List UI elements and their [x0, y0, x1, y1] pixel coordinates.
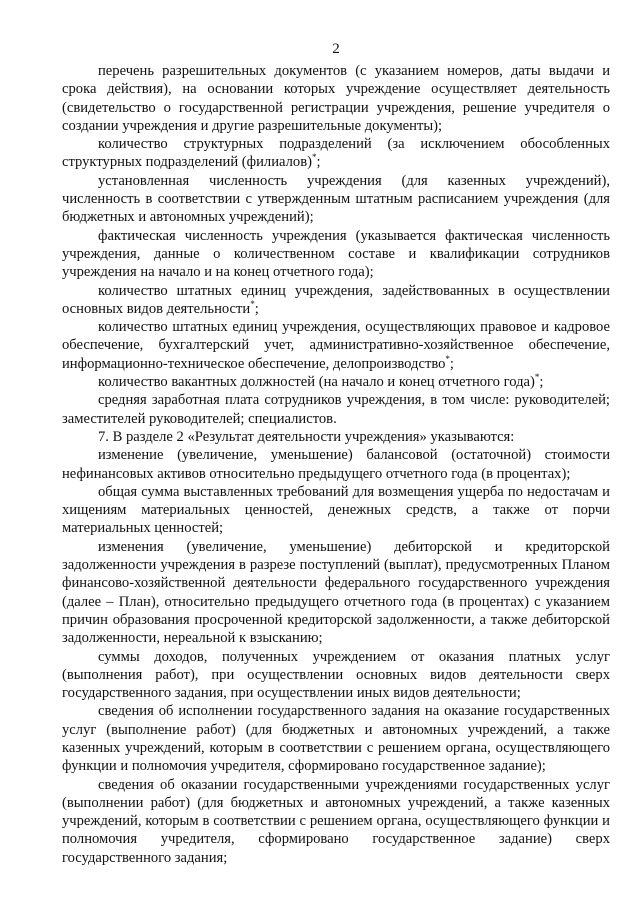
paragraph-established-staff: установленная численность учреждения (для казенных учреждений), численность в соответствии с утвержденным штатным расписанием учреждения (для бюджетных и автономных учреждений);: [62, 172, 610, 226]
footnote-asterisk: *: [534, 372, 540, 383]
paragraph-paid-services-income: суммы доходов, полученных учреждением от оказания платных услуг (выполнения работ), при осуществлении основных видов деятельности сверх государственного задания, при осуществлении иных видов деятельности;: [62, 648, 610, 702]
paragraph-damage-claims: общая сумма выставленных требований для возмещения ущерба по недостачам и хищениям материальных ценностей, денежных средств, а также от порчи материальных ценностей;: [62, 483, 610, 537]
paragraph-support-staff-units: количество штатных единиц учреждения, осуществляющих правовое и кадровое обеспечение, бухгалтерский учет, административно-хозяйственное обеспечение, информационно-техническое обеспечение, делопроизводство*;: [62, 319, 610, 372]
paragraph-nonfinancial-assets: изменение (увеличение, уменьшение) балансовой (остаточной) стоимости нефинансовых активов относительно предыдущего отчетного года (в процентах);: [62, 447, 610, 482]
footnote-asterisk: *: [311, 152, 317, 163]
paragraph-services-over-task: сведения об оказании государственными учреждениями государственных услуг (выполнении работ) (для бюджетных и автономных учреждений, а также казенных учреждений, которым в соответствии с решением органа, осуществляющего функции и полномочия учредителя, сформировано государственное задание) сверх государственного задания;: [62, 776, 610, 866]
paragraph-core-staff-units: количество штатных единиц учреждения, задействованных в осуществлении основных видов деятельности*;: [62, 282, 610, 317]
paragraph-state-task-execution: сведения об исполнении государственного задания на оказание государственных услуг (выполнение работ) (для бюджетных и автономных учреждений, а также казенных учреждений, которым в соответствии с решением органа, осуществляющего функции и полномочия учредителя, сформировано государственное задание);: [62, 703, 610, 775]
paragraph-structural-units: количество структурных подразделений (за исключением обособленных структурных подразделений (филиалов)*;: [62, 136, 610, 171]
footnote-asterisk: *: [445, 353, 450, 364]
paragraph-average-salary: средняя заработная плата сотрудников учреждения, в том числе: руководителей; заместителей руководителей; специалистов.: [62, 392, 610, 427]
footnote-asterisk: *: [250, 299, 255, 309]
page-number: 2: [332, 41, 340, 57]
paragraph-permits: перечень разрешительных документов (с указанием номеров, даты выдачи и срока действия), на основании которых учреждение осуществляет деятельность (свидетельство о государственной регистрации учреждения, решение учредителя о создании учреждения и другие разрешительные документы);: [62, 63, 610, 134]
paragraph-actual-staff: фактическая численность учреждения (указывается фактическая численность учреждения, данные о количественном составе и квалификации сотрудников учреждения на начало и на конец отчетного года);: [62, 227, 610, 281]
paragraph-vacancies: количество вакантных должностей (на начало и конец отчетного года)*;: [98, 372, 544, 391]
paragraph-receivables-payables: изменения (увеличение, уменьшение) дебиторской и кредиторской задолженности учреждения в разрезе поступлений (выплат), предусмотренных Планом финансово-хозяйственной деятельности федерального государственного учреждения (далее – План), относительно предыдущего отчетного года (в процентах) с указанием причин образования просроченной кредиторской задолженности, а также дебиторской задолженности, нереальной к взысканию;: [62, 538, 610, 647]
paragraph-section-7: 7. В разделе 2 «Результат деятельности учреждения» указываются:: [98, 428, 515, 445]
